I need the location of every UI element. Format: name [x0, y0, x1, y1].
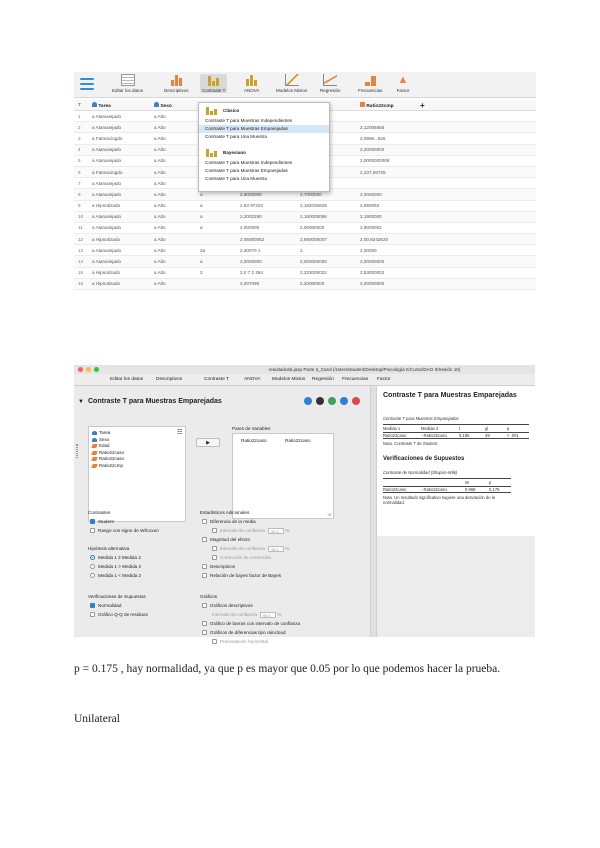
table-cell[interactable]: 2,0000000 [360, 191, 382, 197]
table-cell[interactable]: a Hipnotizado [92, 270, 121, 276]
table-cell[interactable]: a Ataraxiejado [92, 225, 122, 231]
table-cell[interactable]: a Ataraxiejado [92, 147, 122, 153]
regression-button[interactable]: Regresión [320, 74, 341, 93]
menu-item-bayes-one-sample[interactable]: Contraste T para Una Muestra [205, 176, 267, 181]
assumptions-title: Verificaciones de Supuestos [383, 456, 465, 462]
table-cell[interactable]: 2,890093 [360, 203, 380, 209]
hamburger-icon[interactable] [80, 78, 94, 90]
scale-variable-icon [91, 451, 97, 455]
table-cell[interactable]: a Alto [154, 135, 166, 141]
table-cell[interactable]: 2,7000000 [300, 191, 322, 197]
nominal-variable-icon [92, 431, 97, 435]
table-cell[interactable]: 2,63 97223 [240, 203, 263, 209]
ttest-button[interactable]: Contraste T [200, 74, 227, 93]
variable-label: Ratio22cmp [99, 462, 124, 468]
resize-icon[interactable]: ⇲ [327, 512, 332, 518]
frequencies-button[interactable]: Frecuencias [358, 74, 383, 93]
table-cell[interactable]: a Alto [154, 158, 166, 164]
ttest-note: Nota. Contraste T de Student. [383, 441, 439, 446]
table-row: Ratio22caso - Ratio22caso 5.185 49 < .001 [383, 432, 529, 439]
table-cell[interactable]: 2, [300, 247, 304, 253]
table-cell[interactable]: a Ataraxiejado [92, 180, 122, 186]
ttest-dropdown-menu [198, 102, 330, 192]
panel-title: Contraste T para Muestras Emparejadas [88, 398, 222, 405]
table-cell[interactable]: 2,1900000 [360, 214, 382, 220]
table-cell[interactable]: a Fatmaciogdo [92, 169, 123, 175]
additional-stats-label: Estadísticos Adicionales [200, 510, 250, 515]
menu-item-bayes-independent[interactable]: Contraste T para Muestras Independientes [205, 160, 293, 165]
add-column-button[interactable]: + [420, 100, 425, 110]
effect-size-checkbox[interactable]: Magnitud del efecto [202, 537, 250, 542]
table-cell[interactable]: 2,0996...625 [360, 135, 386, 141]
column-header[interactable]: Ratio22cmp [356, 102, 416, 109]
table-header: Medida 1 Medida 2 t gl p [383, 426, 510, 431]
menu-header-bayes: Bayesiano [199, 145, 329, 159]
table-cell[interactable]: a Alto [154, 259, 166, 265]
ttest-table [383, 425, 529, 439]
table-cell[interactable]: 14 [78, 259, 84, 265]
table-cell[interactable]: 2,690000007 [300, 236, 327, 242]
scale-variable-icon [91, 444, 97, 448]
table-row[interactable] [74, 223, 536, 234]
toolbar-regression[interactable]: Regresión [312, 377, 334, 382]
table-cell[interactable]: a Alto [154, 270, 166, 276]
variable-item[interactable] [89, 463, 185, 470]
table-cell[interactable]: 2,00000 [360, 247, 377, 253]
column-header[interactable]: T [78, 102, 81, 108]
table-row[interactable] [74, 234, 536, 245]
table-cell[interactable]: 4 [78, 147, 81, 153]
table-cell[interactable]: a Hipnotizado [92, 236, 121, 242]
table-cell[interactable]: a Alto [154, 236, 166, 242]
toolbar-edit-data[interactable]: Editar los datos [110, 377, 144, 382]
table-row[interactable] [74, 245, 536, 256]
table-cell[interactable]: a Ataraxiejado [92, 113, 122, 119]
frequencies-icon [363, 74, 377, 86]
table-row[interactable] [74, 212, 536, 223]
table-cell[interactable]: a Ataraxiejado [92, 247, 122, 253]
hypothesis-two-sided-radio[interactable]: Medida 1 ≠ Medida 2 [90, 555, 141, 560]
table-cell[interactable]: a Ataraxiejado [92, 191, 122, 197]
table-cell[interactable]: 11 [78, 225, 83, 231]
table-cell[interactable]: 2 [200, 270, 203, 276]
drag-handle[interactable] [76, 444, 78, 458]
main-toolbar [74, 72, 536, 98]
variable-label: Ratio22caso [99, 449, 125, 455]
variable-label: Edad [99, 443, 110, 448]
correction-checkbox[interactable]: Corrección de corrección [212, 555, 271, 560]
pair-measure-1[interactable]: Ratio22caso [241, 438, 267, 443]
info-icon[interactable] [304, 397, 312, 405]
mean-difference-checkbox[interactable]: Diferencia de la media [202, 519, 256, 524]
results-panel [377, 386, 535, 637]
wilcoxon-checkbox[interactable]: Rango con signo de Wilcoxon [90, 528, 159, 533]
table-cell[interactable]: a Alto [154, 147, 166, 153]
pair-measure-2[interactable]: Ratio22caso [285, 438, 311, 443]
table-cell[interactable]: 2,20000000 [300, 281, 325, 287]
bar-plots-checkbox[interactable]: Gráfico de barras con intervalo de confianza [202, 621, 300, 626]
table-cell[interactable]: a Ataraxiejado [92, 259, 122, 265]
table-cell[interactable]: 2,0000000006 [360, 158, 390, 164]
table-cell[interactable]: 2,00000000 [360, 259, 385, 265]
anova-button[interactable]: ANOVA [244, 74, 259, 93]
pairs-label: Pares de Variables [232, 426, 271, 431]
table-cell[interactable]: 2,00,8242620 [360, 236, 389, 242]
anova-icon [245, 74, 259, 86]
table-cell[interactable]: 2,2002290 [240, 214, 262, 220]
bayes-factor-checkbox[interactable]: Relación de bayes factor de Bayes [202, 573, 281, 578]
plots-ci-field[interactable]: Intervalo de confianza 95.0 % [212, 612, 282, 618]
duplicate-icon[interactable] [328, 397, 336, 405]
table-cell[interactable]: a [200, 225, 203, 231]
toolbar-anova[interactable]: ANOVA [244, 377, 261, 382]
table-row[interactable] [74, 201, 536, 212]
table-cell[interactable]: 2a [200, 247, 206, 253]
table-cell[interactable]: a Hipnotizado [92, 281, 121, 287]
table-cell[interactable]: 13 [78, 247, 84, 253]
table-cell[interactable]: 2,00000000 [300, 225, 325, 231]
qq-plot-checkbox[interactable]: Gráfico Q-Q de residuos [90, 612, 148, 617]
table-cell[interactable]: 8 [78, 191, 81, 197]
ttest-icon [207, 74, 221, 86]
table-cell[interactable]: 2,180000096 [300, 214, 327, 220]
menu-item-independent[interactable]: Contraste T para Muestras Independientes [205, 118, 293, 123]
table-cell[interactable]: 16 [78, 281, 84, 287]
raincloud-checkbox[interactable]: Gráficos de diferencias tipo raincloud [202, 630, 286, 635]
scale-variable-icon [91, 457, 97, 461]
table-cell[interactable]: 2,0000000 [240, 259, 262, 265]
table-cell[interactable]: 10 [78, 214, 84, 220]
variable-label: Tarea [99, 430, 111, 435]
bar-chart-icon [169, 74, 183, 86]
normality-checkbox[interactable]: Normalidad [90, 603, 122, 608]
table-cell[interactable]: 2,000000000 [300, 259, 327, 265]
table-cell[interactable]: 2,20000002 [360, 147, 385, 153]
table-row[interactable] [74, 256, 536, 267]
maximize-window-button[interactable] [94, 367, 99, 372]
table-cell[interactable]: a Alto [154, 203, 166, 209]
toolbar-factor[interactable]: Factor [377, 377, 391, 382]
spreadsheet-screenshot [74, 72, 536, 340]
collapse-arrow-icon[interactable]: ▼ [78, 399, 84, 405]
table-cell[interactable]: 2,9000000 [240, 191, 262, 197]
table-cell[interactable]: 2,007090 [240, 281, 260, 287]
toolbar-ttest[interactable]: Contraste T [204, 377, 229, 382]
horizontal-checkbox[interactable]: Presentación horizontal [212, 639, 268, 644]
close-analysis-icon[interactable] [352, 397, 360, 405]
table-cell[interactable]: 7 [78, 180, 81, 186]
toolbar-mixed-models[interactable]: Modelos Mixtos [272, 377, 306, 382]
table-cell[interactable]: 2,237,06725 [360, 169, 386, 175]
table-cell[interactable]: 2,0 7 2 264 [240, 270, 263, 276]
pairs-list[interactable] [232, 433, 334, 519]
column-header[interactable]: Tarea [88, 102, 150, 109]
analysis-screenshot [74, 365, 535, 644]
table-cell[interactable]: 2,12006665 [360, 124, 385, 130]
factor-button[interactable]: ▲ Factor [396, 74, 410, 93]
table-cell[interactable]: a Ataraxiejado [92, 214, 122, 220]
table-cell[interactable]: 15 [78, 270, 84, 276]
ttest-icon [205, 105, 217, 115]
table-cell[interactable]: 2,40070 1 [240, 247, 261, 253]
table-cell[interactable]: 9 [78, 203, 81, 209]
table-cell[interactable]: 2,00000000 [360, 281, 385, 287]
analysis-options-panel [74, 386, 370, 644]
table-cell[interactable]: a [200, 203, 203, 209]
menu-item-paired[interactable]: Contraste T para Muestras Emparejadas [199, 125, 329, 133]
tests-label: Contrastes [88, 510, 111, 515]
assumptions-label: Verificaciones de Supuestos [88, 594, 146, 599]
descriptive-plots-checkbox[interactable]: Gráficos descriptivos [202, 603, 253, 608]
table-cell[interactable]: a Alto [154, 281, 166, 287]
window-title: resultadosb.jasp Parte 3_Carol (/Users/student/Desktop/Psicología II/Curso/DAO II/Sesión 10) [268, 367, 461, 372]
table-cell[interactable]: 12 [78, 236, 84, 242]
mixed-models-button[interactable]: Modelos Mixtos [276, 74, 307, 93]
student-checkbox[interactable]: Student [90, 519, 114, 524]
scale-variable-icon [91, 464, 97, 468]
normality-note: Nota. Un resultado significativo sugiere una desviación de la normalidad. [383, 495, 495, 505]
table-cell[interactable]: 5 [78, 158, 81, 164]
table-cell[interactable]: 3 [78, 135, 81, 141]
table-cell[interactable]: 2,9000002 [360, 225, 382, 231]
plots-label: Gráficos [200, 594, 218, 599]
table-cell[interactable]: a Alto [154, 169, 166, 175]
hypothesis-label: Hipótesis alternativa [88, 546, 130, 551]
table-cell[interactable]: a Fatmaciogdo [92, 135, 123, 141]
table-row[interactable] [74, 279, 536, 290]
toolbar-frequencies[interactable]: Frecuencias [342, 377, 369, 382]
minimize-window-button[interactable] [86, 367, 91, 372]
section-heading: Unilateral [74, 713, 120, 725]
table-cell[interactable]: a Alto [154, 214, 166, 220]
table-cell[interactable]: a Alto [154, 180, 166, 186]
edit-icon[interactable] [316, 397, 324, 405]
main-toolbar [74, 374, 535, 386]
pane-splitter[interactable] [370, 386, 377, 637]
table-cell[interactable]: a Alto [154, 191, 166, 197]
hypothesis-less-radio[interactable]: Medida 1 < Medida 2 [90, 573, 141, 578]
factor-icon: ▲ [397, 74, 409, 86]
table-cell[interactable]: a Alto [154, 247, 166, 253]
table-row[interactable] [74, 268, 536, 279]
table-cell[interactable]: 2,06000052 [240, 236, 265, 242]
help-icon[interactable] [340, 397, 348, 405]
close-window-button[interactable] [78, 367, 83, 372]
table-cell[interactable]: a [200, 214, 203, 220]
ttest-icon [205, 147, 217, 157]
table-cell[interactable]: 1 [78, 113, 81, 119]
table-cell[interactable]: a Ataraxiejado [92, 158, 122, 164]
regression-icon [323, 74, 337, 86]
normality-table-caption: Contraste de Normalidad (Shapiro-Wilk) [383, 470, 458, 475]
descriptives-button[interactable]: Descriptivos [164, 74, 189, 93]
variable-label: Ratio22caso [99, 456, 125, 461]
table-cell[interactable]: 2,53000002 [360, 270, 385, 276]
table-cell[interactable]: 2,333000022 [300, 270, 327, 276]
nominal-variable-icon [92, 438, 97, 442]
table-row: Ratio22caso - Ratio22caso 0.968 0.175 [383, 486, 511, 493]
variable-label: Sexo [99, 436, 110, 442]
descriptives-checkbox[interactable]: Descriptivos [202, 564, 235, 569]
list-toggle-icon[interactable]: ☷ [177, 430, 183, 436]
menu-item-bayes-paired[interactable]: Contraste T para Muestras Emparejadas [205, 168, 288, 173]
hypothesis-greater-radio[interactable]: Medida 1 > Medida 2 [90, 564, 141, 569]
effect-ci-field[interactable]: Intervalo de confianza 95.0 % [212, 546, 289, 552]
table-icon [121, 74, 135, 86]
table-cell[interactable]: a Alto [154, 124, 166, 130]
table-cell[interactable]: 2,182030629 [300, 203, 327, 209]
table-cell[interactable]: 2 [78, 124, 81, 130]
table-cell[interactable]: a Hipnotizado [92, 203, 121, 209]
table-cell[interactable]: 2,000000 [240, 225, 260, 231]
table-header: W p [465, 480, 492, 485]
window-titlebar [74, 365, 535, 374]
move-to-pairs-button[interactable]: ▶ [196, 438, 220, 447]
table-cell[interactable]: a Alto [154, 225, 166, 231]
checkbox-checked[interactable] [90, 519, 95, 524]
edit-data-button[interactable]: Editar los datos [112, 74, 143, 93]
mean-ci-field[interactable]: Intervalo de confianza 95.0 % [212, 528, 289, 534]
table-cell[interactable]: a [200, 259, 203, 265]
table-cell[interactable]: a [200, 191, 203, 197]
menu-item-one-sample[interactable]: Contraste T para Una Muestra [205, 134, 267, 139]
menu-header-classic: Clásico [199, 103, 329, 117]
ttest-table-caption: Contraste T para Muestras Emparejadas [383, 416, 459, 421]
results-title: Contraste T para Muestras Emparejadas [383, 392, 517, 399]
toolbar-descriptives[interactable]: Descriptivos [156, 377, 183, 382]
table-cell[interactable]: a Ataraxiejado [92, 124, 122, 130]
column-header[interactable]: Sexo [150, 102, 196, 109]
normality-table [383, 479, 511, 493]
mixed-models-icon [285, 74, 299, 86]
variables-list[interactable] [88, 426, 186, 522]
table-cell[interactable]: 6 [78, 169, 81, 175]
table-cell[interactable]: a Alto [154, 113, 166, 119]
conclusion-paragraph: p = 0.175 , hay normalidad, ya que p es mayor que 0.05 por lo que podemos hacer la prueba. [74, 663, 501, 675]
